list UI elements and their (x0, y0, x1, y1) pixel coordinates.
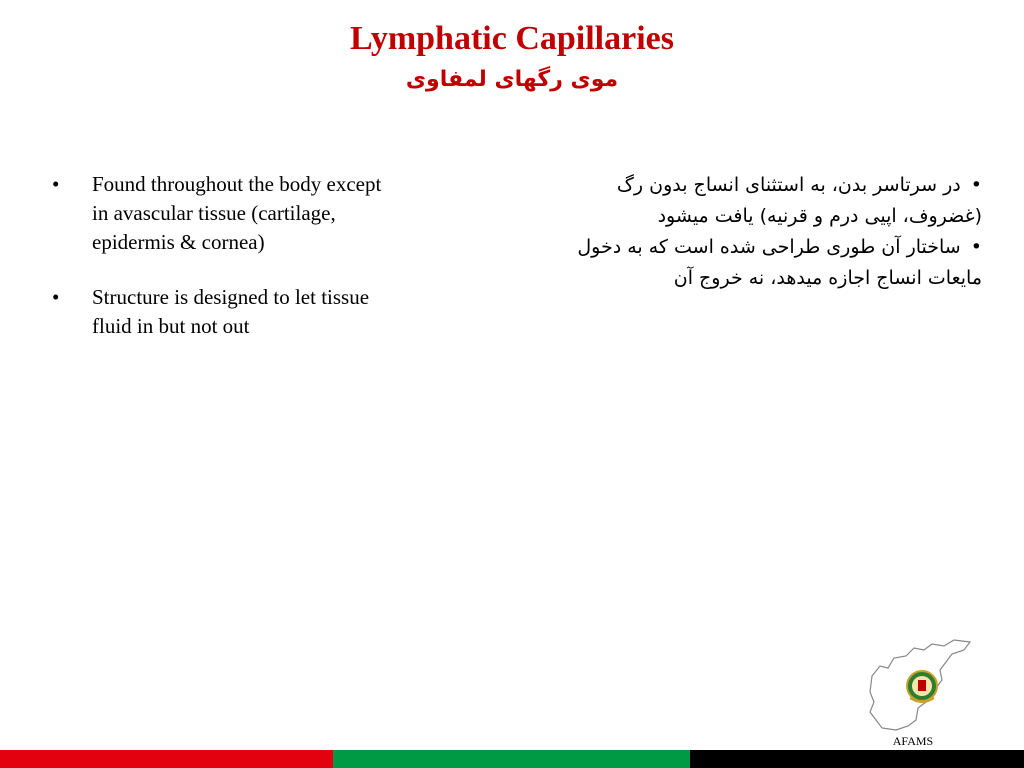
footer-red-segment (0, 750, 333, 768)
persian-bullet-list (548, 170, 982, 294)
footer-color-bar (0, 750, 1024, 768)
persian-bullet-1 (548, 170, 982, 232)
bullet-text: در سرتاسر بدن، به استثنای انساج بدون رگ (غضروف، اپیی درم و قرنیه) یافت میشود (616, 174, 982, 227)
english-bullet-list (52, 170, 382, 367)
english-bullet-2 (52, 283, 382, 341)
page-subtitle-persian: موی رگهای لمفاوی (405, 67, 619, 92)
bullet-text: ساختار آن طوری طراحی شده است که به دخول مایعات انساج اجازه میدهد، نه خروج آن (577, 236, 982, 289)
bullet-marker: • (970, 174, 982, 196)
title-block (0, 18, 1024, 96)
bullet-marker: • (52, 172, 60, 196)
footer-black-segment (690, 750, 1024, 768)
bullet-text: Structure is designed to let tissue fluid in but not out (92, 285, 370, 338)
afghanistan-map-emblem-icon (866, 636, 974, 734)
bullet-marker: • (970, 236, 982, 258)
bullet-text: Found throughout the body except in avascular tissue (cartilage, epidermis & cornea) (92, 172, 382, 254)
english-bullet-1 (52, 170, 382, 257)
bullet-marker: • (52, 285, 60, 309)
page-title: Lymphatic Capillaries (350, 20, 674, 57)
afams-caption: AFAMS (892, 734, 934, 748)
persian-bullet-2 (548, 232, 982, 294)
footer-green-segment (333, 750, 690, 768)
